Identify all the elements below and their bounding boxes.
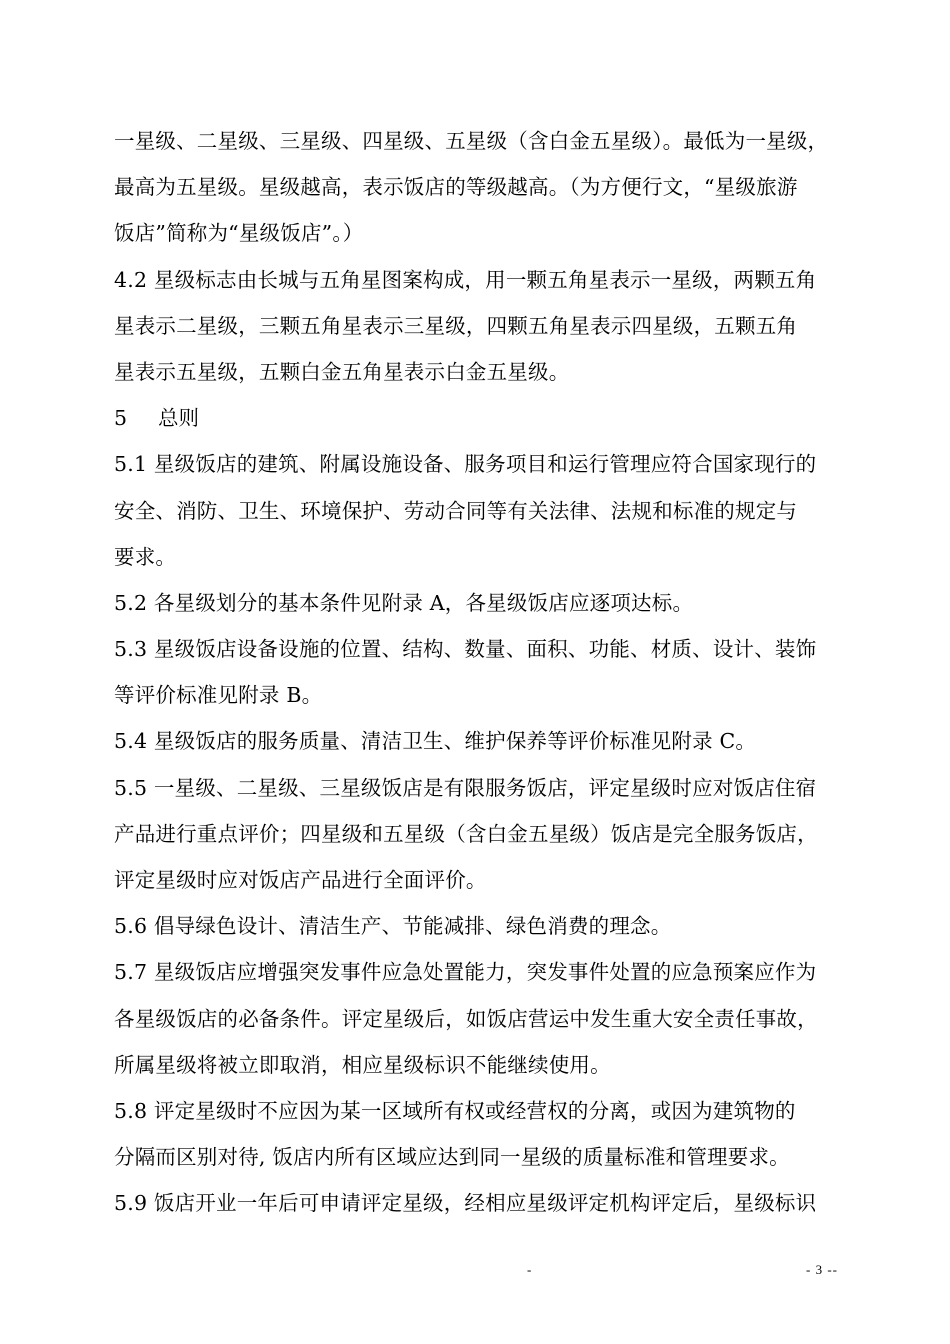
paragraph-line: 要求。 [114,544,177,569]
paragraph-line: 5.2 各星级划分的基本条件见附录 A，各星级饭店应逐项达标。 [114,590,694,615]
paragraph-line: 5.1 星级饭店的建筑、附属设施设备、服务项目和运行管理应符合国家现行的 [114,452,817,477]
paragraph-line: 5.8 评定星级时不应因为某一区域所有权或经营权的分离，或因为建筑物的 [114,1098,796,1123]
paragraph-line: 安全、消防、卫生、环境保护、劳动合同等有关法律、法规和标准的规定与 [114,498,798,523]
paragraph-line: 一星级、二星级、三星级、四星级、五星级（含白金五星级）。最低为一星级， [114,129,829,153]
paragraph-line: 星表示二星级，三颗五角星表示三星级，四颗五角星表示四星级，五颗五角 [114,313,798,338]
paragraph-line: 所属星级将被立即取消，相应星级标识不能继续使用。 [114,1052,611,1077]
paragraph-line: 评定星级时应对饭店产品进行全面评价。 [114,868,487,892]
footer-marker: - [527,1262,532,1277]
paragraph-line: 5.6 倡导绿色设计、清洁生产、节能减排、绿色消费的理念。 [114,914,672,939]
document-body [114,118,864,1227]
section-title: 总则 [158,406,199,431]
paragraph-line: 饭店”简称为“星级饭店”。） [114,221,364,246]
paragraph-line: 产品进行重点评价；四星级和五星级（含白金五星级）饭店是完全服务饭店， [114,821,818,846]
page-number: - 3 -- [806,1262,838,1277]
paragraph-line: 4.2 星级标志由长城与五角星图案构成，用一颗五角星表示一星级，两颗五角 [114,267,817,292]
paragraph-line: 5.5 一星级、二星级、三星级饭店是有限服务饭店，评定星级时应对饭店住宿 [114,775,817,800]
paragraph-line: 各星级饭店的必备条件。评定星级后，如饭店营运中发生重大安全责任事故， [114,1006,818,1031]
paragraph-line: 5.9 饭店开业一年后可申请评定星级，经相应星级评定机构评定后，星级标识 [114,1191,817,1216]
paragraph-line: 5.7 星级饭店应增强突发事件应急处置能力，突发事件处置的应急预案应作为 [114,960,817,985]
section-heading [114,395,864,441]
paragraph-line: 最高为五星级。星级越高，表示饭店的等级越高。（为方便行文，“星级旅游 [114,175,798,200]
paragraph-line: 星表示五星级，五颗白金五角星表示白金五星级。 [114,359,570,384]
paragraph-line: 等评价标准见附录 B。 [114,683,323,708]
paragraph-line: 分隔而区别对待, 饭店内所有区域应达到同一星级的质量标准和管理要求。 [114,1145,790,1170]
paragraph-line: 5.4 星级饭店的服务质量、清洁卫生、维护保养等评价标准见附录 C。 [114,729,757,754]
section-number: 5 [114,406,128,431]
paragraph-line: 5.3 星级饭店设备设施的位置、结构、数量、面积、功能、材质、设计、装饰 [114,637,817,662]
